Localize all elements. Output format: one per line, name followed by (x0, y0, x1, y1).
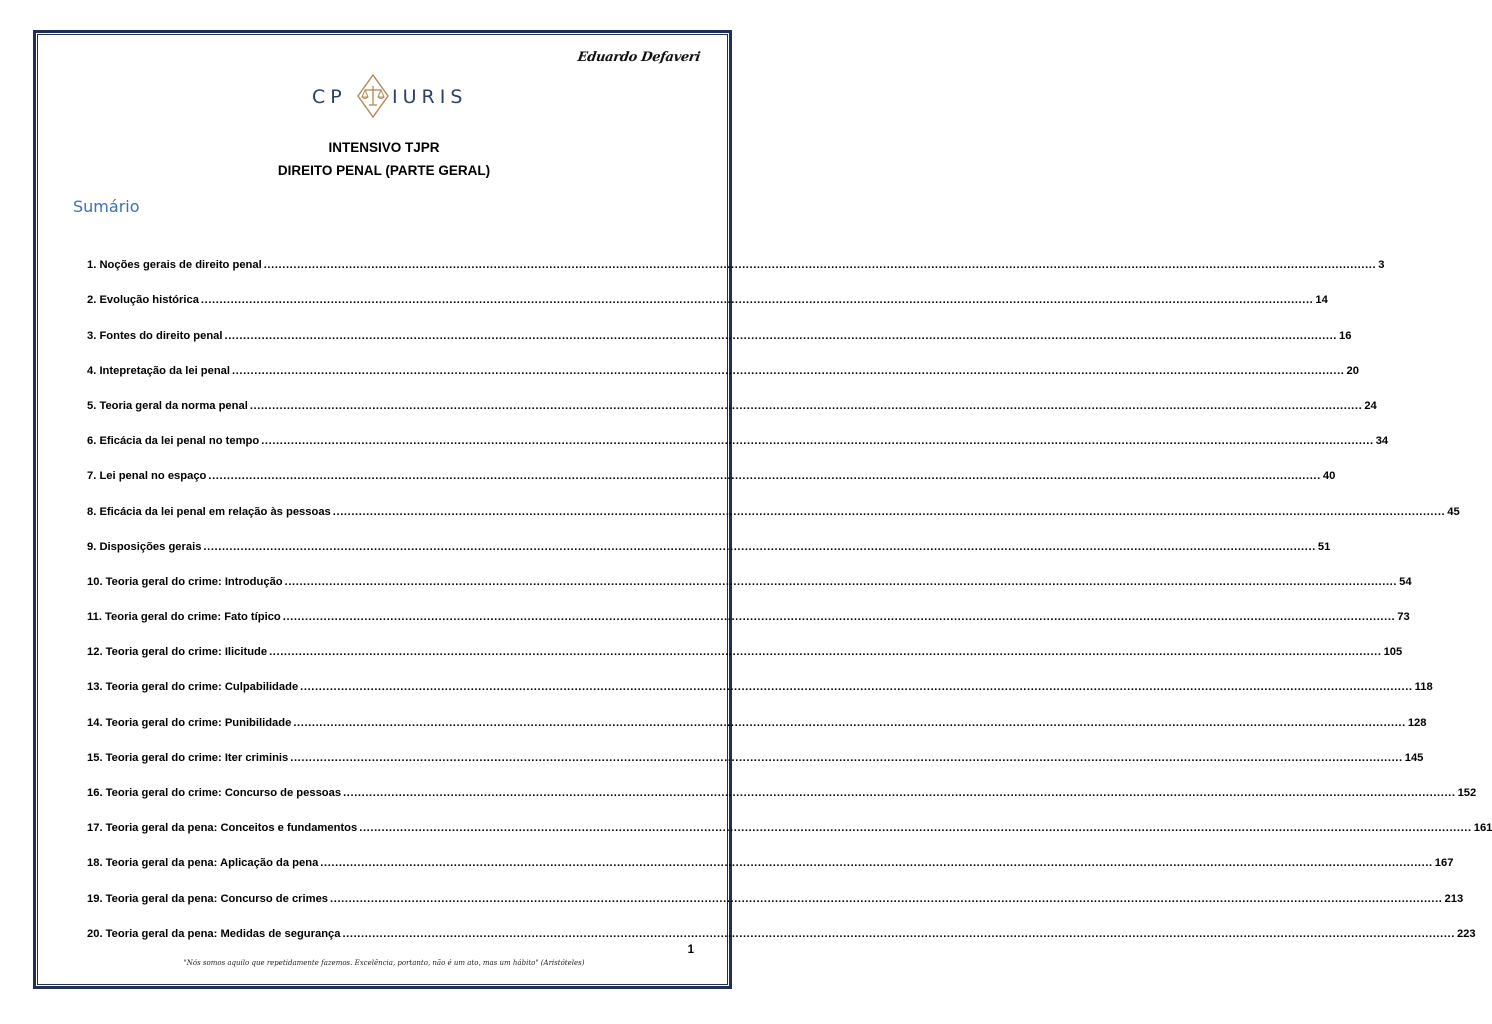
toc-entry[interactable] (87, 694, 1427, 729)
toc-entry[interactable] (87, 307, 1352, 342)
toc-dot-leader: ............................................................................................................................................................................................................................................................................................................ (359, 822, 1472, 835)
toc-entry[interactable] (87, 765, 1477, 800)
toc-entry[interactable] (87, 835, 1454, 870)
toc-entry-page: 73 (1397, 611, 1410, 624)
scales-of-justice-diamond-icon (357, 74, 389, 118)
toc-entry[interactable] (87, 554, 1412, 589)
toc-entry[interactable] (87, 483, 1460, 518)
toc-entry-label: 8. Eficácia da lei penal em relação às pessoas (87, 505, 331, 518)
document-title-line1: INTENSIVO TJPR (328, 140, 440, 155)
toc-entry[interactable] (87, 659, 1433, 694)
toc-entry[interactable] (87, 800, 1492, 835)
toc-dot-leader: ............................................................................................................................................................................................................................................................................................................ (284, 575, 1398, 588)
toc-entry-label: 9. Disposições gerais (87, 540, 202, 553)
toc-dot-leader: ............................................................................................................................................................................................................................................................................................................ (320, 857, 1433, 870)
toc-entry-page: 16 (1339, 329, 1352, 342)
toc-dot-leader: ............................................................................................................................................................................................................................................................................................................ (343, 787, 1456, 799)
page-number: 1 (687, 944, 694, 956)
document-title-line2: DIREITO PENAL (PARTE GERAL) (277, 163, 491, 178)
toc-entry-label: 18. Teoria geral da pena: Aplicação da pena (87, 857, 319, 870)
toc-entry-page: 161 (1473, 822, 1492, 835)
toc-dot-leader: ............................................................................................................................................................................................................................................................................................................ (332, 505, 1446, 518)
toc-entry-page: 152 (1457, 787, 1477, 799)
toc-entry-label: 20. Teoria geral da pena: Medidas de segurança (87, 927, 341, 940)
toc-dot-leader: ............................................................................................................................................................................................................................................................................................................ (203, 540, 1316, 553)
toc-dot-leader: ............................................................................................................................................................................................................................................................................................................ (249, 399, 1363, 412)
toc-entry-page: 213 (1444, 892, 1464, 905)
toc-entry-label: 19. Teoria geral da pena: Concurso de crimes (87, 892, 329, 905)
toc-entry-page: 145 (1404, 751, 1424, 764)
toc-entry-label: 15. Teoria geral do crime: Iter criminis (87, 751, 289, 764)
toc-entry-label: 12. Teoria geral do crime: Ilicitude (87, 646, 268, 659)
toc-entry-label: 11. Teoria geral do crime: Fato típico (87, 611, 281, 624)
logo-cp-text: CP (312, 86, 347, 108)
toc-entry-page: 128 (1407, 716, 1427, 729)
toc-dot-leader: ............................................................................................................................................................................................................................................................................................................ (269, 646, 1382, 659)
toc-entry-label: 10. Teoria geral do crime: Introdução (87, 575, 283, 588)
toc-entry-page: 105 (1383, 646, 1403, 659)
toc-entry-page: 14 (1315, 294, 1328, 307)
toc-entry[interactable] (87, 906, 1476, 941)
toc-entry-page: 167 (1434, 857, 1454, 870)
toc-dot-leader: ............................................................................................................................................................................................................................................................................................................ (232, 364, 1345, 377)
table-of-contents (87, 237, 1492, 941)
toc-entry[interactable] (87, 624, 1403, 659)
toc-entry-label: 7. Lei penal no espaço (87, 470, 207, 483)
signature: Eduardo Defaveri (576, 50, 702, 65)
toc-entry-page: 54 (1399, 575, 1412, 588)
toc-entry-label: 17. Teoria geral da pena: Conceitos e fundamentos (87, 822, 358, 835)
toc-entry[interactable] (87, 413, 1389, 448)
toc-entry-page: 223 (1456, 927, 1476, 940)
toc-entry-label: 16. Teoria geral do crime: Concurso de pessoas (87, 787, 342, 799)
toc-entry-page: 118 (1414, 681, 1433, 694)
toc-entry[interactable] (87, 870, 1464, 905)
toc-dot-leader: ............................................................................................................................................................................................................................................................................................................ (330, 892, 1443, 905)
toc-entry[interactable] (87, 272, 1328, 307)
toc-entry-page: 20 (1346, 364, 1359, 377)
toc-dot-leader: ............................................................................................................................................................................................................................................................................................................ (342, 927, 1455, 940)
toc-entry[interactable] (87, 730, 1424, 765)
toc-dot-leader: ............................................................................................................................................................................................................................................................................................................ (208, 470, 1321, 483)
toc-entry-label: 5. Teoria geral da norma penal (87, 399, 248, 412)
toc-entry-label: 4. Intepretação da lei penal (87, 364, 231, 377)
toc-dot-leader: ............................................................................................................................................................................................................................................................................................................ (293, 716, 1406, 729)
summary-heading: Sumário (73, 197, 140, 216)
logo-iuris-text: IURIS (392, 86, 468, 108)
toc-entry-label: 1. Noções gerais de direito penal (87, 259, 262, 272)
toc-entry-page: 45 (1447, 505, 1460, 518)
toc-entry-page: 24 (1364, 399, 1377, 412)
toc-entry-page: 34 (1375, 435, 1389, 448)
toc-dot-leader: ............................................................................................................................................................................................................................................................................................................ (263, 259, 1377, 272)
footer-quote: "Nós somos aquilo que repetidamente fazemos. Excelência, portanto, não é um ato, mas um hábito" (Aristóteles) (183, 959, 585, 967)
toc-entry[interactable] (87, 519, 1331, 554)
toc-dot-leader: ............................................................................................................................................................................................................................................................................................................ (261, 435, 1374, 448)
toc-entry-page: 3 (1378, 259, 1385, 272)
toc-entry-page: 51 (1317, 540, 1331, 553)
toc-entry-page: 40 (1322, 470, 1336, 483)
toc-dot-leader: ............................................................................................................................................................................................................................................................................................................ (282, 611, 1396, 624)
toc-entry[interactable] (87, 237, 1385, 272)
toc-dot-leader: ............................................................................................................................................................................................................................................................................................................ (290, 751, 1403, 764)
toc-entry[interactable] (87, 448, 1336, 483)
toc-entry-label: 3. Fontes do direito penal (87, 329, 223, 342)
toc-dot-leader: ............................................................................................................................................................................................................................................................................................................ (200, 294, 1314, 307)
toc-entry-label: 13. Teoria geral do crime: Culpabilidade (87, 681, 299, 694)
toc-entry[interactable] (87, 378, 1377, 413)
toc-dot-leader: ............................................................................................................................................................................................................................................................................................................ (300, 681, 1413, 694)
logo (310, 72, 468, 120)
toc-dot-leader: ............................................................................................................................................................................................................................................................................................................ (224, 329, 1337, 342)
toc-entry-label: 2. Evolução histórica (87, 294, 199, 307)
toc-entry-label: 14. Teoria geral do crime: Punibilidade (87, 716, 292, 729)
toc-entry-label: 6. Eficácia da lei penal no tempo (87, 435, 260, 448)
toc-entry[interactable] (87, 589, 1410, 624)
toc-entry[interactable] (87, 343, 1359, 378)
